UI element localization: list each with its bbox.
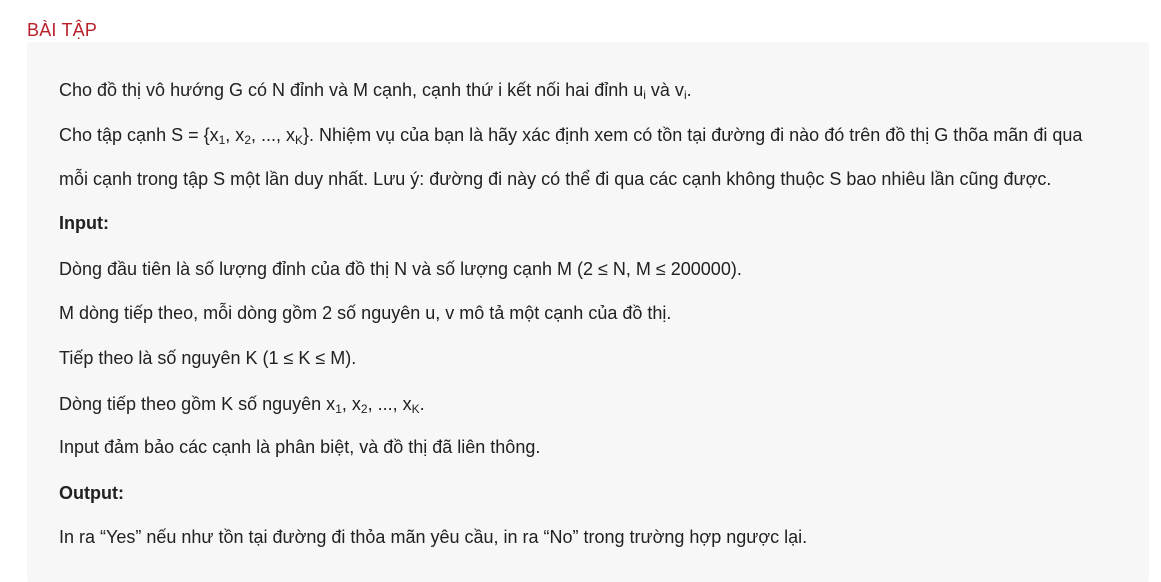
- p1-and: và v: [645, 80, 684, 100]
- l4-pre: Dòng tiếp theo gồm K số nguyên x: [59, 394, 336, 414]
- p1-text: Cho đồ thị vô hướng G có N đỉnh và M cạnh, cạnh thứ i kết nối hai đỉnh u: [59, 80, 644, 100]
- p2-post: }. Nhiệm vụ của bạn là hãy xác định xem có tồn tại đường đi nào đó trên đồ thị G thõa mãn đi qua: [303, 125, 1083, 145]
- input-line-2: M dòng tiếp theo, mỗi dòng gồm 2 số nguyên u, v mô tả một cạnh của đồ thị.: [59, 303, 672, 323]
- input-heading: Input:: [59, 213, 109, 233]
- sub-1: 1: [218, 133, 226, 147]
- l4-sub-1: 1: [335, 402, 342, 416]
- problem-line-1: [59, 78, 692, 102]
- problem-line-3: mỗi cạnh trong tập S một lần duy nhất. Lưu ý: đường đi này có thể đi qua các cạnh không thuộc S bao nhiêu lần cũng được.: [59, 169, 1052, 189]
- output-line: In ra “Yes” nếu như tồn tại đường đi thỏa mãn yêu cầu, in ra “No” trong trường hợp ngược lại.: [59, 527, 808, 547]
- sub-2: 2: [244, 133, 251, 147]
- p2-pre: Cho tập cạnh S = {x: [59, 125, 219, 145]
- l4-sub-2: 2: [360, 402, 368, 416]
- p2-mid2: , ..., x: [251, 125, 296, 145]
- l4-mid2: , ..., x: [367, 394, 412, 414]
- problem-line-2: [59, 123, 1082, 147]
- sub-i: i: [643, 88, 646, 102]
- output-heading: Output:: [59, 483, 124, 503]
- l4-end: .: [419, 394, 425, 414]
- sub-k: K: [295, 133, 304, 147]
- sub-i-2: i: [683, 88, 687, 102]
- problem-panel: [27, 42, 1149, 582]
- input-line-5: Input đảm bảo các cạnh là phân biệt, và đồ thị đã liên thông.: [59, 437, 541, 457]
- section-title: BÀI TẬP: [27, 20, 98, 40]
- l4-sub-k: K: [411, 402, 420, 416]
- input-line-1: Dòng đầu tiên là số lượng đỉnh của đồ thị N và số lượng cạnh M (2 ≤ N, M ≤ 200000).: [59, 259, 742, 279]
- p2-mid1: , x: [225, 125, 245, 145]
- l4-mid1: , x: [341, 394, 361, 414]
- p1-end: .: [686, 80, 692, 100]
- input-line-4: [59, 392, 425, 416]
- input-line-3: Tiếp theo là số nguyên K (1 ≤ K ≤ M).: [59, 348, 357, 368]
